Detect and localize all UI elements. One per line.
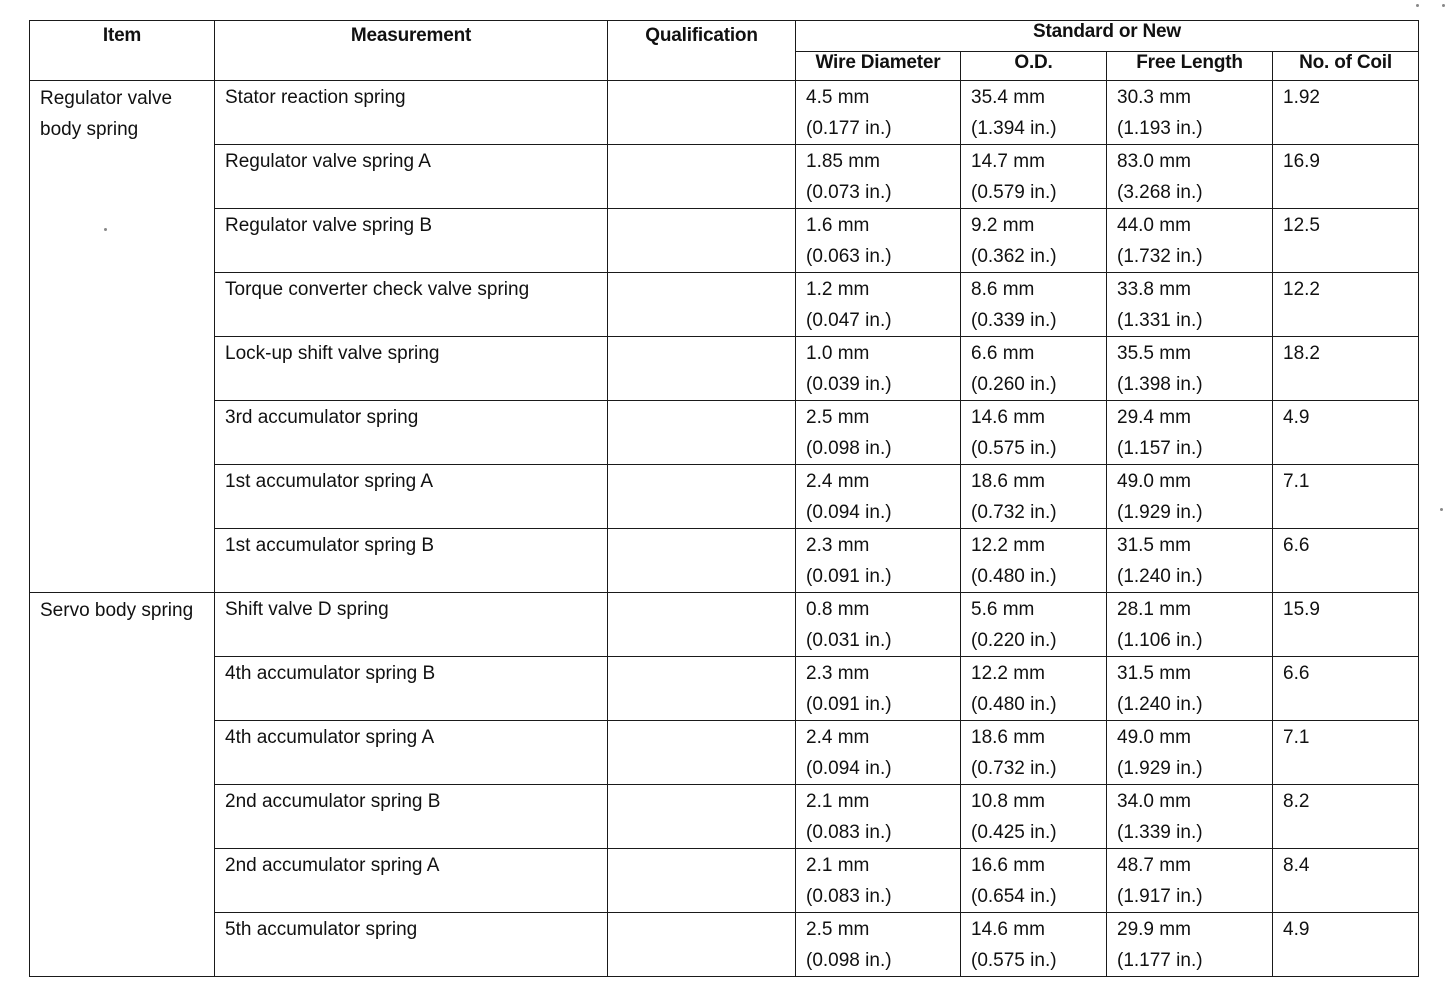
imperial-value: (0.031 in.)	[806, 630, 892, 651]
table-row	[30, 529, 1419, 593]
no-of-coil-cell: 6.6	[1273, 657, 1419, 721]
imperial-value: (0.063 in.)	[806, 246, 892, 267]
metric-value: 49.0 mm	[1117, 727, 1191, 748]
measurement-cell: Regulator valve spring A	[215, 145, 608, 209]
metric-value: 2.5 mm	[806, 919, 870, 940]
scan-speck	[1442, 4, 1445, 7]
imperial-value: (0.091 in.)	[806, 566, 892, 587]
metric-value: 31.5 mm	[1117, 535, 1191, 556]
metric-value: 2.4 mm	[806, 471, 870, 492]
od-cell	[961, 721, 1107, 785]
od-cell	[961, 337, 1107, 401]
imperial-value: (0.047 in.)	[806, 310, 892, 331]
metric-value: 29.9 mm	[1117, 919, 1191, 940]
imperial-value: (0.220 in.)	[971, 630, 1057, 651]
measurement-cell: Lock-up shift valve spring	[215, 337, 608, 401]
metric-value: 29.4 mm	[1117, 407, 1191, 428]
header-od: O.D.	[961, 52, 1107, 81]
od-cell	[961, 81, 1107, 145]
imperial-value: (0.362 in.)	[971, 246, 1057, 267]
wire-diameter-cell	[796, 913, 961, 977]
od-cell	[961, 529, 1107, 593]
imperial-value: (1.394 in.)	[971, 118, 1057, 139]
od-cell	[961, 401, 1107, 465]
metric-value: 2.5 mm	[806, 407, 870, 428]
no-of-coil-cell: 12.5	[1273, 209, 1419, 273]
measurement-cell: 3rd accumulator spring	[215, 401, 608, 465]
qualification-cell	[608, 401, 796, 465]
imperial-value: (1.193 in.)	[1117, 118, 1203, 139]
imperial-value: (0.260 in.)	[971, 374, 1057, 395]
metric-value: 44.0 mm	[1117, 215, 1191, 236]
wire-diameter-cell	[796, 785, 961, 849]
measurement-cell: 4th accumulator spring A	[215, 721, 608, 785]
imperial-value: (0.575 in.)	[971, 950, 1057, 971]
imperial-value: (0.575 in.)	[971, 438, 1057, 459]
no-of-coil-cell: 7.1	[1273, 721, 1419, 785]
wire-diameter-cell	[796, 145, 961, 209]
measurement-cell: 1st accumulator spring A	[215, 465, 608, 529]
metric-value: 12.2 mm	[971, 535, 1045, 556]
free-length-cell	[1107, 81, 1273, 145]
metric-value: 83.0 mm	[1117, 151, 1191, 172]
imperial-value: (1.917 in.)	[1117, 886, 1203, 907]
qualification-cell	[608, 785, 796, 849]
table-row	[30, 209, 1419, 273]
imperial-value: (0.091 in.)	[806, 694, 892, 715]
imperial-value: (1.177 in.)	[1117, 950, 1203, 971]
imperial-value: (0.425 in.)	[971, 822, 1057, 843]
imperial-value: (0.073 in.)	[806, 182, 892, 203]
qualification-cell	[608, 657, 796, 721]
imperial-value: (1.157 in.)	[1117, 438, 1203, 459]
header-no-of-coil: No. of Coil	[1273, 52, 1419, 81]
free-length-cell	[1107, 529, 1273, 593]
od-cell	[961, 273, 1107, 337]
qualification-cell	[608, 593, 796, 657]
qualification-cell	[608, 337, 796, 401]
metric-value: 35.4 mm	[971, 87, 1045, 108]
qualification-cell	[608, 145, 796, 209]
metric-value: 1.0 mm	[806, 343, 870, 364]
imperial-value: (1.339 in.)	[1117, 822, 1203, 843]
table-row	[30, 465, 1419, 529]
imperial-value: (0.094 in.)	[806, 758, 892, 779]
metric-value: 35.5 mm	[1117, 343, 1191, 364]
metric-value: 2.1 mm	[806, 855, 870, 876]
imperial-value: (0.732 in.)	[971, 502, 1057, 523]
imperial-value: (0.480 in.)	[971, 566, 1057, 587]
metric-value: 18.6 mm	[971, 727, 1045, 748]
metric-value: 4.5 mm	[806, 87, 870, 108]
table-header	[30, 21, 1419, 81]
wire-diameter-cell	[796, 209, 961, 273]
imperial-value: (0.732 in.)	[971, 758, 1057, 779]
imperial-value: (0.177 in.)	[806, 118, 892, 139]
item-cell: Servo body spring	[30, 593, 215, 977]
qualification-cell	[608, 913, 796, 977]
imperial-value: (1.106 in.)	[1117, 630, 1203, 651]
metric-value: 2.3 mm	[806, 663, 870, 684]
qualification-cell	[608, 721, 796, 785]
imperial-value: (0.083 in.)	[806, 886, 892, 907]
metric-value: 33.8 mm	[1117, 279, 1191, 300]
free-length-cell	[1107, 657, 1273, 721]
imperial-value: (1.398 in.)	[1117, 374, 1203, 395]
measurement-cell: Torque converter check valve spring	[215, 273, 608, 337]
od-cell	[961, 593, 1107, 657]
wire-diameter-cell	[796, 401, 961, 465]
spring-spec-table	[29, 20, 1419, 977]
qualification-cell	[608, 529, 796, 593]
table-row	[30, 273, 1419, 337]
no-of-coil-cell: 1.92	[1273, 81, 1419, 145]
wire-diameter-cell	[796, 657, 961, 721]
metric-value: 31.5 mm	[1117, 663, 1191, 684]
no-of-coil-cell: 12.2	[1273, 273, 1419, 337]
imperial-value: (0.098 in.)	[806, 950, 892, 971]
qualification-cell	[608, 273, 796, 337]
imperial-value: (1.732 in.)	[1117, 246, 1203, 267]
metric-value: 6.6 mm	[971, 343, 1035, 364]
metric-value: 5.6 mm	[971, 599, 1035, 620]
od-cell	[961, 913, 1107, 977]
metric-value: 14.6 mm	[971, 407, 1045, 428]
measurement-cell: Shift valve D spring	[215, 593, 608, 657]
metric-value: 30.3 mm	[1117, 87, 1191, 108]
header-qualification: Qualification	[608, 21, 796, 81]
table-row	[30, 145, 1419, 209]
imperial-value: (0.654 in.)	[971, 886, 1057, 907]
measurement-cell: 4th accumulator spring B	[215, 657, 608, 721]
free-length-cell	[1107, 337, 1273, 401]
scan-speck	[104, 228, 107, 231]
metric-value: 48.7 mm	[1117, 855, 1191, 876]
free-length-cell	[1107, 913, 1273, 977]
imperial-value: (0.098 in.)	[806, 438, 892, 459]
imperial-value: (0.339 in.)	[971, 310, 1057, 331]
metric-value: 12.2 mm	[971, 663, 1045, 684]
imperial-value: (0.480 in.)	[971, 694, 1057, 715]
metric-value: 10.8 mm	[971, 791, 1045, 812]
free-length-cell	[1107, 593, 1273, 657]
imperial-value: (0.579 in.)	[971, 182, 1057, 203]
header-wire-diameter: Wire Diameter	[796, 52, 961, 81]
metric-value: 9.2 mm	[971, 215, 1035, 236]
od-cell	[961, 209, 1107, 273]
free-length-cell	[1107, 401, 1273, 465]
no-of-coil-cell: 7.1	[1273, 465, 1419, 529]
od-cell	[961, 849, 1107, 913]
table-row	[30, 849, 1419, 913]
free-length-cell	[1107, 465, 1273, 529]
metric-value: 1.2 mm	[806, 279, 870, 300]
wire-diameter-cell	[796, 465, 961, 529]
metric-value: 28.1 mm	[1117, 599, 1191, 620]
table-row	[30, 785, 1419, 849]
header-item: Item	[30, 21, 215, 81]
metric-value: 2.3 mm	[806, 535, 870, 556]
od-cell	[961, 657, 1107, 721]
od-cell	[961, 145, 1107, 209]
free-length-cell	[1107, 145, 1273, 209]
qualification-cell	[608, 849, 796, 913]
table-row	[30, 337, 1419, 401]
imperial-value: (3.268 in.)	[1117, 182, 1203, 203]
qualification-cell	[608, 209, 796, 273]
metric-value: 16.6 mm	[971, 855, 1045, 876]
od-cell	[961, 465, 1107, 529]
metric-value: 1.6 mm	[806, 215, 870, 236]
wire-diameter-cell	[796, 721, 961, 785]
imperial-value: (0.094 in.)	[806, 502, 892, 523]
imperial-value: (1.240 in.)	[1117, 694, 1203, 715]
metric-value: 49.0 mm	[1117, 471, 1191, 492]
imperial-value: (1.331 in.)	[1117, 310, 1203, 331]
imperial-value: (0.083 in.)	[806, 822, 892, 843]
measurement-cell: 2nd accumulator spring B	[215, 785, 608, 849]
imperial-value: (0.039 in.)	[806, 374, 892, 395]
no-of-coil-cell: 8.4	[1273, 849, 1419, 913]
wire-diameter-cell	[796, 849, 961, 913]
no-of-coil-cell: 4.9	[1273, 913, 1419, 977]
free-length-cell	[1107, 721, 1273, 785]
table-row	[30, 721, 1419, 785]
no-of-coil-cell: 6.6	[1273, 529, 1419, 593]
wire-diameter-cell	[796, 593, 961, 657]
scan-speck	[1416, 4, 1419, 7]
no-of-coil-cell: 15.9	[1273, 593, 1419, 657]
no-of-coil-cell: 4.9	[1273, 401, 1419, 465]
wire-diameter-cell	[796, 273, 961, 337]
measurement-cell: 5th accumulator spring	[215, 913, 608, 977]
metric-value: 8.6 mm	[971, 279, 1035, 300]
measurement-cell: Regulator valve spring B	[215, 209, 608, 273]
metric-value: 18.6 mm	[971, 471, 1045, 492]
table-row	[30, 657, 1419, 721]
imperial-value: (1.929 in.)	[1117, 502, 1203, 523]
measurement-cell: Stator reaction spring	[215, 81, 608, 145]
header-measurement: Measurement	[215, 21, 608, 81]
wire-diameter-cell	[796, 81, 961, 145]
measurement-cell: 1st accumulator spring B	[215, 529, 608, 593]
table-body	[30, 81, 1419, 977]
wire-diameter-cell	[796, 529, 961, 593]
metric-value: 14.7 mm	[971, 151, 1045, 172]
imperial-value: (1.240 in.)	[1117, 566, 1203, 587]
free-length-cell	[1107, 849, 1273, 913]
no-of-coil-cell: 18.2	[1273, 337, 1419, 401]
wire-diameter-cell	[796, 337, 961, 401]
metric-value: 14.6 mm	[971, 919, 1045, 940]
table-row	[30, 401, 1419, 465]
header-free-length: Free Length	[1107, 52, 1273, 81]
metric-value: 2.4 mm	[806, 727, 870, 748]
no-of-coil-cell: 16.9	[1273, 145, 1419, 209]
table-row	[30, 81, 1419, 145]
header-standard-or-new: Standard or New	[796, 21, 1419, 52]
qualification-cell	[608, 465, 796, 529]
table-row	[30, 593, 1419, 657]
metric-value: 0.8 mm	[806, 599, 870, 620]
table-row	[30, 913, 1419, 977]
metric-value: 1.85 mm	[806, 151, 880, 172]
no-of-coil-cell: 8.2	[1273, 785, 1419, 849]
free-length-cell	[1107, 209, 1273, 273]
metric-value: 34.0 mm	[1117, 791, 1191, 812]
item-cell: Regulator valve body spring	[30, 81, 215, 593]
qualification-cell	[608, 81, 796, 145]
measurement-cell: 2nd accumulator spring A	[215, 849, 608, 913]
od-cell	[961, 785, 1107, 849]
scan-speck	[1440, 508, 1443, 511]
free-length-cell	[1107, 273, 1273, 337]
metric-value: 2.1 mm	[806, 791, 870, 812]
free-length-cell	[1107, 785, 1273, 849]
imperial-value: (1.929 in.)	[1117, 758, 1203, 779]
